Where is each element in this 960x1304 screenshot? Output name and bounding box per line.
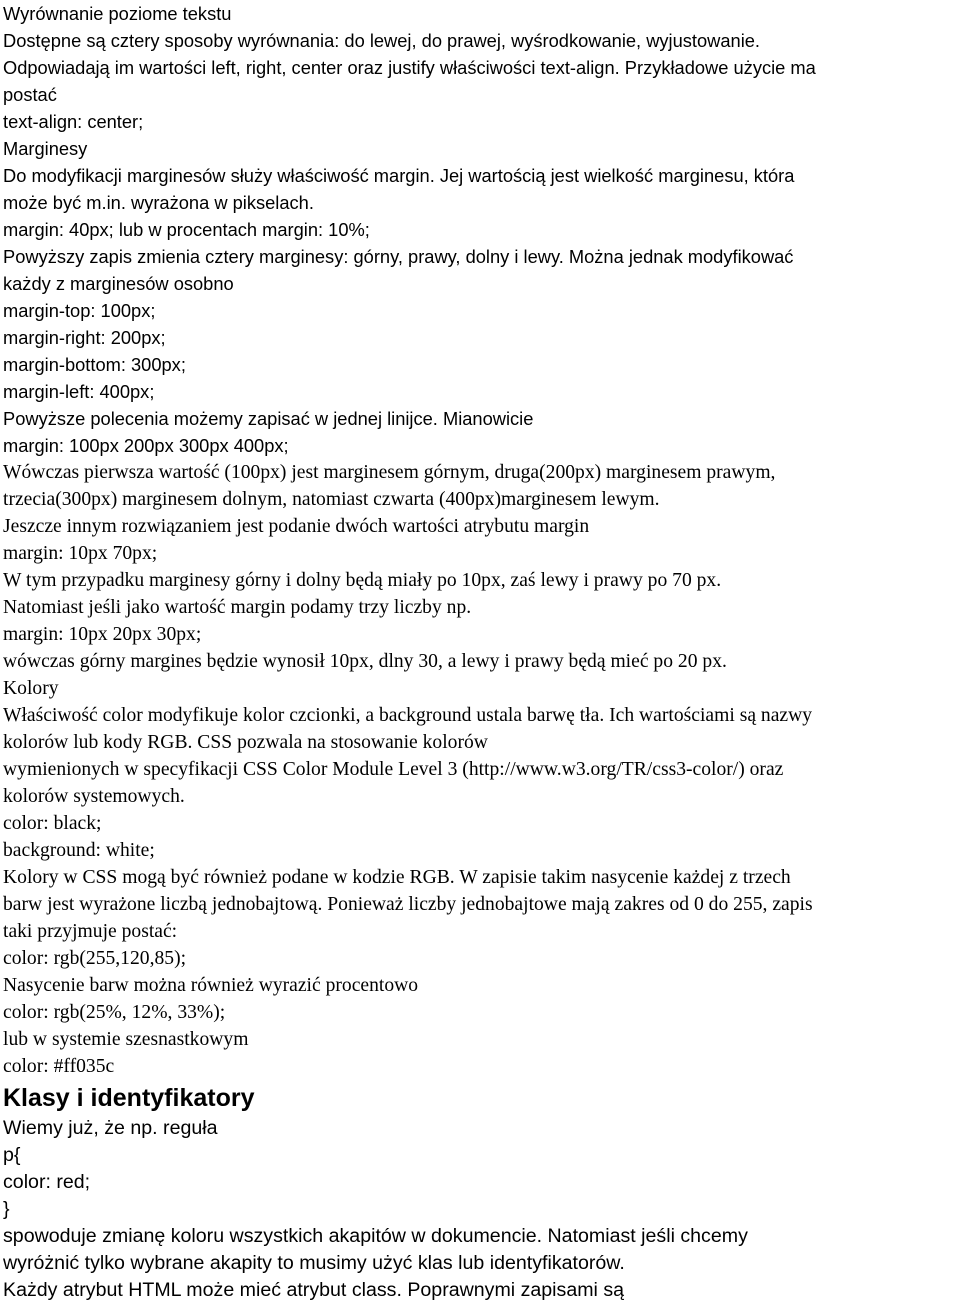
text-line: Powyższy zapis zmienia cztery marginesy: górny, prawy, dolny i lewy. Można jednak modyfikować <box>3 246 794 267</box>
text-line: barw jest wyrażone liczbą jednobajtową. Ponieważ liczby jednobajtowe mają zakres od 0 do 255, zapis <box>3 894 813 915</box>
text-line: kolorów systemowych. <box>3 786 185 807</box>
text-line: każdy z marginesów osobno <box>3 273 234 294</box>
text-line: Do modyfikacji marginesów służy właściwość margin. Jej wartością jest wielkość marginesu, która <box>3 165 795 186</box>
text-line: trzecia(300px) marginesem dolnym, natomiast czwarta (400px)marginesem lewym. <box>3 489 660 510</box>
text-line: Wyrównanie poziome tekstu <box>3 3 232 24</box>
text-line: wówczas górny margines będzie wynosił 10px, dlny 30, a lewy i prawy będą mieć po 20 px. <box>3 651 727 672</box>
text-line: lub w systemie szesnastkowym <box>3 1029 249 1050</box>
text-block-lower <box>3 1115 958 1304</box>
document-body <box>3 0 958 1304</box>
text-line: Właściwość color modyfikuje kolor czcionki, a background ustala barwę tła. Ich wartościami są nazwy <box>3 705 813 726</box>
text-line: margin: 40px; lub w procentach margin: 10%; <box>3 219 370 240</box>
text-line: Kolory w CSS mogą być również podane w kodzie RGB. W zapisie takim nasycenie każdej z trzech <box>3 867 791 888</box>
text-line: Wówczas pierwsza wartość (100px) jest marginesem górnym, druga(200px) marginesem prawym, <box>3 462 776 483</box>
text-line: Natomiast jeśli jako wartość margin podamy trzy liczby np. <box>3 597 472 618</box>
section-heading: Klasy i identyfikatory <box>3 1084 255 1112</box>
text-line: może być m.in. wyrażona w pikselach. <box>3 192 314 213</box>
text-line: color: #ff035c <box>3 1056 115 1077</box>
text-line: wyróżnić tylko wybrane akapity to musimy użyć klas lub identyfikatorów. <box>3 1252 625 1274</box>
text-line: Kolory <box>3 678 59 699</box>
text-line: margin: 100px 200px 300px 400px; <box>3 435 289 456</box>
text-line: spowoduje zmianę koloru wszystkich akapitów w dokumencie. Natomiast jeśli chcemy <box>3 1225 748 1247</box>
text-line: color: black; <box>3 813 102 834</box>
text-line: kolorów lub kody RGB. CSS pozwala na stosowanie kolorów <box>3 732 488 753</box>
text-line: Wiemy już, że np. reguła <box>3 1117 218 1139</box>
text-line: margin-bottom: 300px; <box>3 354 186 375</box>
text-line: wymienionych w specyfikacji CSS Color Module Level 3 (http://www.w3.org/TR/css3-color/) oraz <box>3 759 784 780</box>
text-line: color: red; <box>3 1171 91 1193</box>
text-line: color: rgb(25%, 12%, 33%); <box>3 1002 226 1023</box>
text-line: margin-top: 100px; <box>3 300 156 321</box>
text-line: margin: 10px 20px 30px; <box>3 624 202 645</box>
text-line: Każdy atrybut HTML może mieć atrybut class. Poprawnymi zapisami są <box>3 1279 625 1301</box>
text-line: color: rgb(255,120,85); <box>3 948 187 969</box>
text-line: taki przyjmuje postać: <box>3 921 178 942</box>
text-line: postać <box>3 84 57 105</box>
text-line: margin-right: 200px; <box>3 327 166 348</box>
text-line: margin: 10px 70px; <box>3 543 158 564</box>
text-line: text-align: center; <box>3 111 144 132</box>
text-line: Dostępne są cztery sposoby wyrównania: do lewej, do prawej, wyśrodkowanie, wyjustowanie. <box>3 30 761 51</box>
text-line: margin-left: 400px; <box>3 381 155 402</box>
text-line: p{ <box>3 1144 21 1166</box>
text-line: Jeszcze innym rozwiązaniem jest podanie dwóch wartości atrybutu margin <box>3 516 590 537</box>
text-line: W tym przypadku marginesy górny i dolny będą miały po 10px, zaś lewy i prawy po 70 px. <box>3 570 722 591</box>
text-line: } <box>3 1198 10 1220</box>
text-line: background: white; <box>3 840 155 861</box>
text-line: Nasycenie barw można również wyrazić procentowo <box>3 975 419 996</box>
text-line: Odpowiadają im wartości left, right, center oraz justify właściwości text-align. Przykładowe użycie ma <box>3 57 816 78</box>
text-line: Powyższe polecenia możemy zapisać w jednej linijce. Mianowicie <box>3 408 534 429</box>
text-block-upper <box>3 0 958 1080</box>
text-line: Marginesy <box>3 138 88 159</box>
